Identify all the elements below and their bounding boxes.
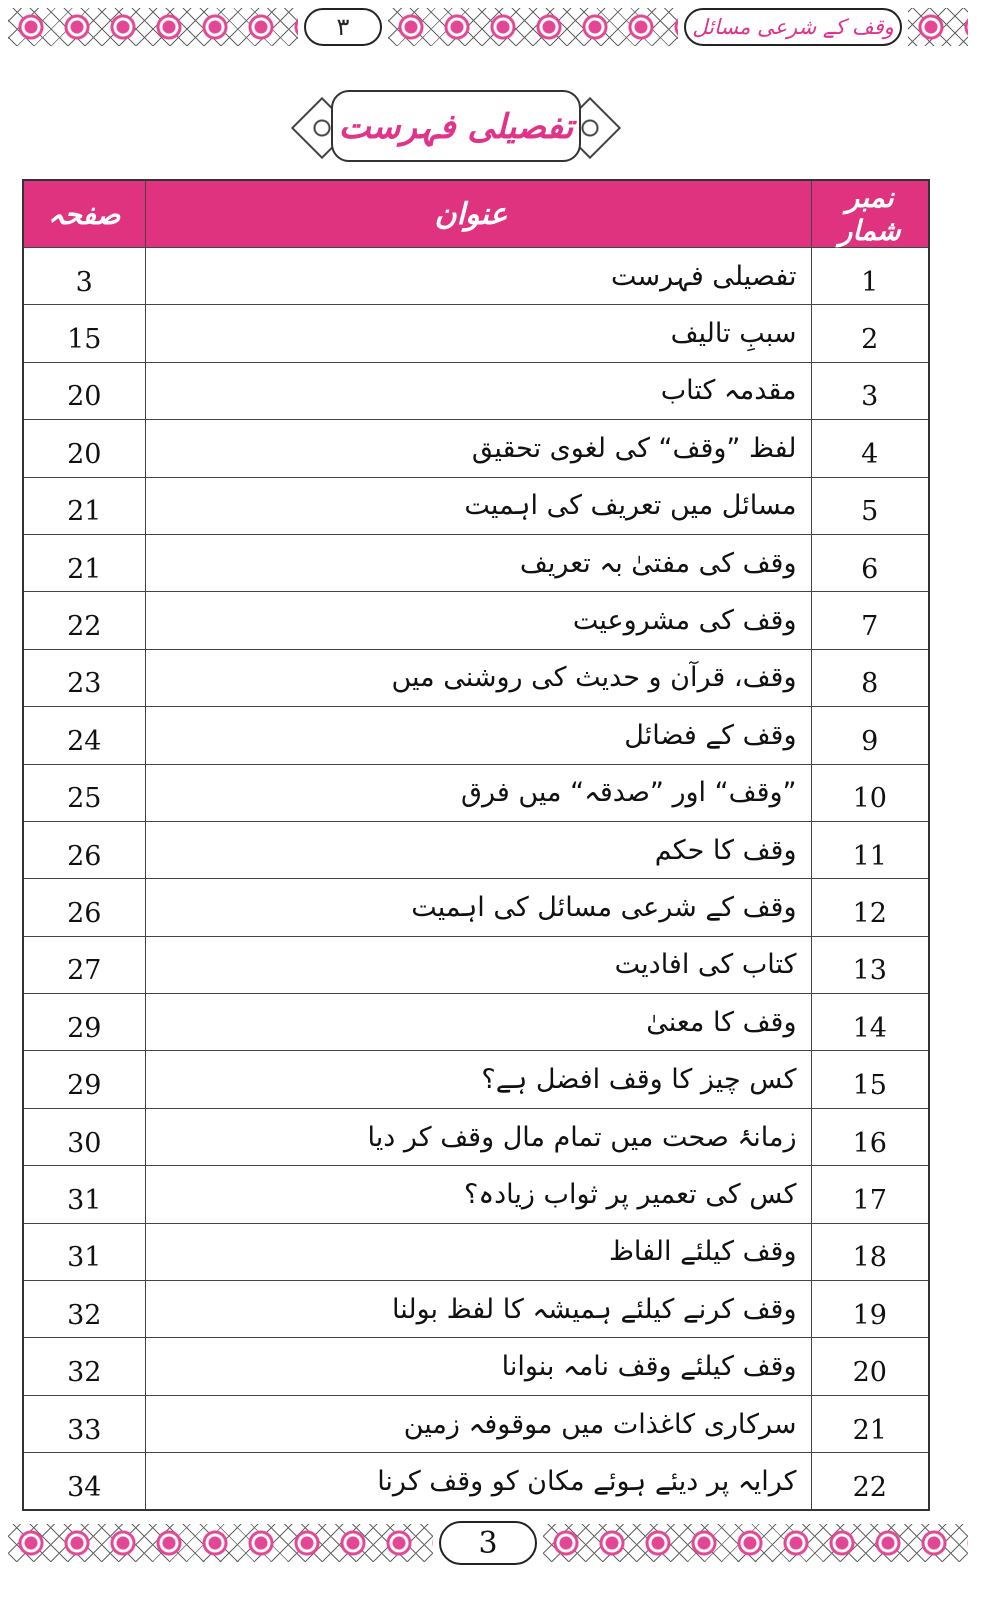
row-serial-number: 11 bbox=[811, 821, 929, 878]
column-header-page: صفحہ bbox=[23, 180, 145, 248]
row-title: ”وقف“ اور ”صدقہ“ میں فرق bbox=[145, 764, 811, 821]
row-page-number: 20 bbox=[23, 420, 145, 477]
row-page-number: 32 bbox=[23, 1281, 145, 1338]
table-row bbox=[23, 936, 929, 993]
row-title: کرایہ پر دیئے ہوئے مکان کو وقف کرنا bbox=[145, 1453, 811, 1510]
contents-table bbox=[22, 179, 930, 1511]
header-book-title: وقف کے شرعی مسائل bbox=[684, 8, 902, 46]
row-serial-number: 7 bbox=[811, 592, 929, 649]
section-heading bbox=[296, 86, 616, 166]
row-title: وقف کی مشروعیت bbox=[145, 592, 811, 649]
row-title: وقف کا معنیٰ bbox=[145, 994, 811, 1051]
row-title: وقف کی مفتیٰ بہ تعریف bbox=[145, 534, 811, 591]
row-serial-number: 19 bbox=[811, 1281, 929, 1338]
row-serial-number: 14 bbox=[811, 994, 929, 1051]
row-page-number: 22 bbox=[23, 592, 145, 649]
row-title: وقف کیلئے وقف نامہ بنوانا bbox=[145, 1338, 811, 1395]
header-page-number: ٣ bbox=[304, 8, 382, 46]
row-serial-number: 1 bbox=[811, 248, 929, 305]
row-page-number: 15 bbox=[23, 305, 145, 362]
row-serial-number: 8 bbox=[811, 649, 929, 706]
row-serial-number: 20 bbox=[811, 1338, 929, 1395]
heading-frame bbox=[331, 90, 581, 162]
table-row bbox=[23, 1338, 929, 1395]
row-title: کس کی تعمیر پر ثواب زیادہ؟ bbox=[145, 1166, 811, 1223]
table-row bbox=[23, 477, 929, 534]
row-title: وقف کیلئے الفاظ bbox=[145, 1223, 811, 1280]
row-page-number: 33 bbox=[23, 1395, 145, 1452]
floral-ornament-right bbox=[908, 8, 968, 46]
row-title: سرکاری کاغذات میں موقوفہ زمین bbox=[145, 1395, 811, 1452]
row-serial-number: 9 bbox=[811, 707, 929, 764]
table-row bbox=[23, 879, 929, 936]
row-title: مقدمہ کتاب bbox=[145, 362, 811, 419]
table-row bbox=[23, 592, 929, 649]
row-page-number: 26 bbox=[23, 821, 145, 878]
row-page-number: 21 bbox=[23, 477, 145, 534]
table-row bbox=[23, 1223, 929, 1280]
row-serial-number: 12 bbox=[811, 879, 929, 936]
top-decorative-border bbox=[8, 4, 968, 50]
floral-ornament-left bbox=[8, 8, 298, 46]
row-title: کس چیز کا وقف افضل ہے؟ bbox=[145, 1051, 811, 1108]
table-row bbox=[23, 764, 929, 821]
row-page-number: 26 bbox=[23, 879, 145, 936]
row-serial-number: 16 bbox=[811, 1108, 929, 1165]
table-row bbox=[23, 305, 929, 362]
row-page-number: 23 bbox=[23, 649, 145, 706]
row-serial-number: 22 bbox=[811, 1453, 929, 1510]
table-row bbox=[23, 1108, 929, 1165]
table-row bbox=[23, 821, 929, 878]
row-serial-number: 15 bbox=[811, 1051, 929, 1108]
row-serial-number: 3 bbox=[811, 362, 929, 419]
row-serial-number: 2 bbox=[811, 305, 929, 362]
row-page-number: 29 bbox=[23, 1051, 145, 1108]
row-page-number: 31 bbox=[23, 1223, 145, 1280]
table-row bbox=[23, 1051, 929, 1108]
row-title: مسائل میں تعریف کی اہمیت bbox=[145, 477, 811, 534]
row-title: وقف، قرآن و حدیث کی روشنی میں bbox=[145, 649, 811, 706]
table-body bbox=[23, 248, 929, 1511]
bottom-decorative-border bbox=[8, 1518, 968, 1568]
table-row bbox=[23, 534, 929, 591]
table-row bbox=[23, 649, 929, 706]
row-title: سببِ تالیف bbox=[145, 305, 811, 362]
row-title: زمانۂ صحت میں تمام مال وقف کر دیا bbox=[145, 1108, 811, 1165]
row-page-number: 32 bbox=[23, 1338, 145, 1395]
row-serial-number: 5 bbox=[811, 477, 929, 534]
table-row bbox=[23, 1166, 929, 1223]
footer-page-number: 3 bbox=[439, 1521, 537, 1565]
row-title: وقف کے شرعی مسائل کی اہمیت bbox=[145, 879, 811, 936]
table-row bbox=[23, 1453, 929, 1510]
row-page-number: 30 bbox=[23, 1108, 145, 1165]
row-serial-number: 13 bbox=[811, 936, 929, 993]
row-serial-number: 6 bbox=[811, 534, 929, 591]
row-serial-number: 4 bbox=[811, 420, 929, 477]
column-header-serial: نمبر شمار bbox=[811, 180, 929, 248]
row-page-number: 3 bbox=[23, 248, 145, 305]
table-row bbox=[23, 420, 929, 477]
column-header-title: عنوان bbox=[145, 180, 811, 248]
table-row bbox=[23, 707, 929, 764]
row-title: وقف کا حکم bbox=[145, 821, 811, 878]
table-row bbox=[23, 994, 929, 1051]
table-row bbox=[23, 362, 929, 419]
row-title: کتاب کی افادیت bbox=[145, 936, 811, 993]
row-page-number: 25 bbox=[23, 764, 145, 821]
floral-ornament-middle bbox=[388, 8, 678, 46]
row-page-number: 29 bbox=[23, 994, 145, 1051]
table-header-row bbox=[23, 180, 929, 248]
table-row bbox=[23, 248, 929, 305]
row-serial-number: 10 bbox=[811, 764, 929, 821]
row-title: تفصیلی فہرست bbox=[145, 248, 811, 305]
section-title: تفصیلی فہرست bbox=[338, 106, 574, 147]
row-page-number: 24 bbox=[23, 707, 145, 764]
row-serial-number: 21 bbox=[811, 1395, 929, 1452]
row-page-number: 31 bbox=[23, 1166, 145, 1223]
row-page-number: 20 bbox=[23, 362, 145, 419]
row-serial-number: 17 bbox=[811, 1166, 929, 1223]
table-row bbox=[23, 1395, 929, 1452]
row-title: لفظ ”وقف“ کی لغوی تحقیق bbox=[145, 420, 811, 477]
floral-ornament-bottom-right bbox=[543, 1524, 968, 1562]
row-title: وقف کے فضائل bbox=[145, 707, 811, 764]
floral-ornament-bottom-left bbox=[8, 1524, 433, 1562]
row-serial-number: 18 bbox=[811, 1223, 929, 1280]
row-page-number: 27 bbox=[23, 936, 145, 993]
row-page-number: 21 bbox=[23, 534, 145, 591]
row-title: وقف کرنے کیلئے ہمیشہ کا لفظ بولنا bbox=[145, 1281, 811, 1338]
row-page-number: 34 bbox=[23, 1453, 145, 1510]
table-row bbox=[23, 1281, 929, 1338]
